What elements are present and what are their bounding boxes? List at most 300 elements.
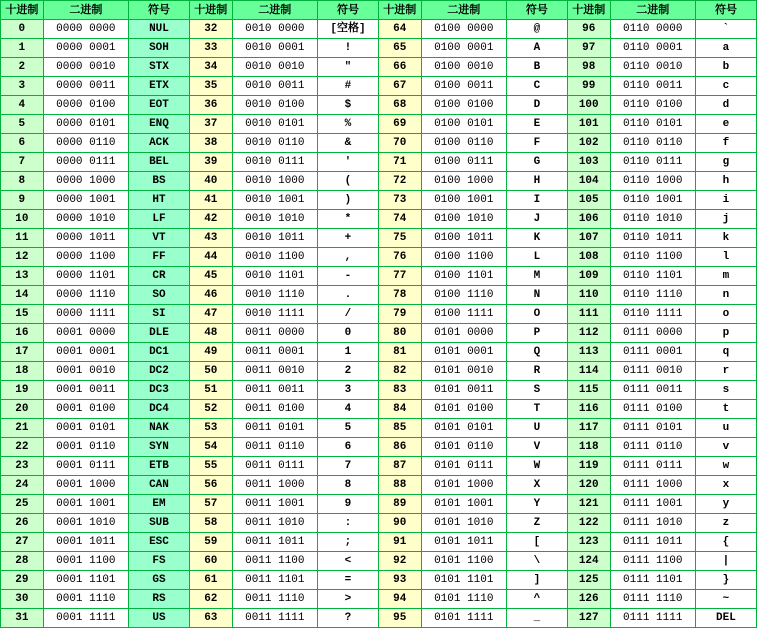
cell-binary-3: 0100 0111	[421, 153, 506, 172]
cell-binary-3: 0100 0100	[421, 96, 506, 115]
cell-decimal-4: 118	[567, 438, 610, 457]
cell-binary-1: 0001 1000	[43, 476, 128, 495]
cell-decimal-3: 85	[378, 419, 421, 438]
cell-binary-1: 0001 1011	[43, 533, 128, 552]
cell-symbol-3: ^	[506, 590, 567, 609]
cell-binary-2: 0010 0011	[232, 77, 317, 96]
cell-binary-4: 0111 0011	[610, 381, 695, 400]
cell-binary-4: 0110 1100	[610, 248, 695, 267]
cell-decimal-1: 24	[1, 476, 44, 495]
cell-symbol-3: Z	[506, 514, 567, 533]
cell-decimal-1: 22	[1, 438, 44, 457]
cell-symbol-1: DC2	[129, 362, 190, 381]
cell-binary-2: 0011 0111	[232, 457, 317, 476]
cell-binary-2: 0011 1101	[232, 571, 317, 590]
cell-decimal-2: 61	[189, 571, 232, 590]
cell-decimal-4: 114	[567, 362, 610, 381]
cell-decimal-4: 102	[567, 134, 610, 153]
cell-binary-3: 0101 0100	[421, 400, 506, 419]
header-row	[1, 1, 757, 20]
cell-symbol-1: DLE	[129, 324, 190, 343]
cell-binary-3: 0100 0110	[421, 134, 506, 153]
cell-binary-4: 0110 1000	[610, 172, 695, 191]
cell-decimal-4: 99	[567, 77, 610, 96]
cell-decimal-4: 110	[567, 286, 610, 305]
table-row	[1, 495, 757, 514]
cell-decimal-3: 80	[378, 324, 421, 343]
cell-decimal-1: 8	[1, 172, 44, 191]
table-row	[1, 58, 757, 77]
cell-binary-2: 0011 0000	[232, 324, 317, 343]
cell-symbol-3: J	[506, 210, 567, 229]
cell-decimal-3: 92	[378, 552, 421, 571]
cell-decimal-2: 56	[189, 476, 232, 495]
cell-symbol-1: DC3	[129, 381, 190, 400]
cell-symbol-1: NAK	[129, 419, 190, 438]
cell-symbol-1: SUB	[129, 514, 190, 533]
cell-decimal-4: 125	[567, 571, 610, 590]
cell-symbol-4: c	[695, 77, 756, 96]
cell-decimal-1: 19	[1, 381, 44, 400]
cell-decimal-4: 109	[567, 267, 610, 286]
cell-symbol-3: W	[506, 457, 567, 476]
cell-symbol-3: C	[506, 77, 567, 96]
cell-binary-3: 0100 1100	[421, 248, 506, 267]
cell-symbol-1: CR	[129, 267, 190, 286]
cell-binary-2: 0011 0010	[232, 362, 317, 381]
cell-symbol-3: H	[506, 172, 567, 191]
cell-symbol-1: BEL	[129, 153, 190, 172]
cell-decimal-4: 116	[567, 400, 610, 419]
cell-symbol-2: $	[317, 96, 378, 115]
cell-decimal-3: 64	[378, 20, 421, 39]
cell-binary-2: 0011 0011	[232, 381, 317, 400]
cell-decimal-3: 81	[378, 343, 421, 362]
cell-binary-4: 0110 1111	[610, 305, 695, 324]
cell-binary-1: 0000 0101	[43, 115, 128, 134]
cell-symbol-4: j	[695, 210, 756, 229]
cell-decimal-2: 59	[189, 533, 232, 552]
cell-binary-2: 0011 0100	[232, 400, 317, 419]
cell-binary-3: 0101 0111	[421, 457, 506, 476]
cell-decimal-2: 43	[189, 229, 232, 248]
cell-decimal-4: 108	[567, 248, 610, 267]
cell-symbol-1: US	[129, 609, 190, 628]
cell-decimal-3: 73	[378, 191, 421, 210]
cell-decimal-1: 0	[1, 20, 44, 39]
cell-binary-3: 0101 1110	[421, 590, 506, 609]
cell-decimal-2: 45	[189, 267, 232, 286]
cell-symbol-1: ESC	[129, 533, 190, 552]
cell-binary-4: 0111 1011	[610, 533, 695, 552]
cell-symbol-2: .	[317, 286, 378, 305]
table-row	[1, 248, 757, 267]
cell-decimal-1: 15	[1, 305, 44, 324]
cell-decimal-3: 66	[378, 58, 421, 77]
cell-binary-4: 0110 0111	[610, 153, 695, 172]
cell-decimal-2: 57	[189, 495, 232, 514]
cell-binary-3: 0101 0011	[421, 381, 506, 400]
cell-binary-2: 0010 1101	[232, 267, 317, 286]
cell-decimal-1: 2	[1, 58, 44, 77]
cell-symbol-2: =	[317, 571, 378, 590]
cell-symbol-1: ENQ	[129, 115, 190, 134]
cell-decimal-3: 68	[378, 96, 421, 115]
cell-symbol-2: ?	[317, 609, 378, 628]
cell-symbol-1: SYN	[129, 438, 190, 457]
cell-decimal-4: 106	[567, 210, 610, 229]
cell-symbol-4: s	[695, 381, 756, 400]
cell-symbol-2: &	[317, 134, 378, 153]
cell-decimal-4: 120	[567, 476, 610, 495]
cell-symbol-4: n	[695, 286, 756, 305]
cell-decimal-1: 9	[1, 191, 44, 210]
cell-binary-3: 0100 1101	[421, 267, 506, 286]
cell-binary-1: 0000 0100	[43, 96, 128, 115]
cell-decimal-3: 83	[378, 381, 421, 400]
cell-symbol-1: FF	[129, 248, 190, 267]
cell-binary-3: 0101 0010	[421, 362, 506, 381]
cell-binary-3: 0100 0010	[421, 58, 506, 77]
cell-binary-3: 0100 1110	[421, 286, 506, 305]
cell-symbol-1: ACK	[129, 134, 190, 153]
column-header-binary-3: 二进制	[421, 1, 506, 20]
cell-decimal-1: 23	[1, 457, 44, 476]
cell-binary-1: 0000 1001	[43, 191, 128, 210]
column-header-binary-1: 二进制	[43, 1, 128, 20]
cell-binary-3: 0101 1010	[421, 514, 506, 533]
cell-decimal-4: 104	[567, 172, 610, 191]
table-row	[1, 96, 757, 115]
cell-symbol-4: f	[695, 134, 756, 153]
cell-decimal-1: 30	[1, 590, 44, 609]
cell-decimal-4: 98	[567, 58, 610, 77]
cell-decimal-4: 97	[567, 39, 610, 58]
cell-binary-1: 0000 1010	[43, 210, 128, 229]
column-header-binary-4: 二进制	[610, 1, 695, 20]
table-row	[1, 438, 757, 457]
cell-symbol-3: V	[506, 438, 567, 457]
cell-binary-2: 0011 1010	[232, 514, 317, 533]
cell-binary-4: 0111 1001	[610, 495, 695, 514]
cell-symbol-2: 2	[317, 362, 378, 381]
cell-binary-1: 0001 0110	[43, 438, 128, 457]
cell-symbol-2: -	[317, 267, 378, 286]
cell-binary-4: 0111 0101	[610, 419, 695, 438]
cell-symbol-1: CAN	[129, 476, 190, 495]
cell-binary-1: 0001 1010	[43, 514, 128, 533]
cell-symbol-3: T	[506, 400, 567, 419]
cell-decimal-3: 70	[378, 134, 421, 153]
cell-binary-3: 0101 0000	[421, 324, 506, 343]
cell-symbol-2: '	[317, 153, 378, 172]
cell-binary-4: 0110 0010	[610, 58, 695, 77]
cell-binary-2: 0010 0000	[232, 20, 317, 39]
cell-symbol-3: M	[506, 267, 567, 286]
column-header-symbol-4: 符号	[695, 1, 756, 20]
cell-binary-4: 0110 0001	[610, 39, 695, 58]
cell-symbol-2: :	[317, 514, 378, 533]
cell-binary-4: 0110 1010	[610, 210, 695, 229]
cell-symbol-4: DEL	[695, 609, 756, 628]
cell-decimal-3: 65	[378, 39, 421, 58]
table-row	[1, 533, 757, 552]
table-row	[1, 590, 757, 609]
cell-decimal-2: 36	[189, 96, 232, 115]
cell-symbol-2: <	[317, 552, 378, 571]
cell-binary-4: 0111 0111	[610, 457, 695, 476]
cell-binary-2: 0010 0110	[232, 134, 317, 153]
cell-binary-4: 0111 0100	[610, 400, 695, 419]
cell-symbol-1: SOH	[129, 39, 190, 58]
cell-decimal-2: 55	[189, 457, 232, 476]
cell-symbol-4: ~	[695, 590, 756, 609]
cell-binary-1: 0000 0001	[43, 39, 128, 58]
cell-symbol-1: GS	[129, 571, 190, 590]
cell-symbol-2: >	[317, 590, 378, 609]
cell-symbol-1: RS	[129, 590, 190, 609]
cell-symbol-4: g	[695, 153, 756, 172]
cell-binary-2: 0010 1011	[232, 229, 317, 248]
cell-binary-3: 0100 0001	[421, 39, 506, 58]
cell-decimal-4: 119	[567, 457, 610, 476]
cell-decimal-4: 117	[567, 419, 610, 438]
cell-symbol-1: FS	[129, 552, 190, 571]
table-row	[1, 381, 757, 400]
cell-binary-2: 0010 1100	[232, 248, 317, 267]
cell-decimal-2: 54	[189, 438, 232, 457]
cell-binary-4: 0110 0000	[610, 20, 695, 39]
cell-binary-3: 0101 1111	[421, 609, 506, 628]
cell-symbol-1: STX	[129, 58, 190, 77]
cell-binary-4: 0110 0100	[610, 96, 695, 115]
cell-binary-1: 0000 0110	[43, 134, 128, 153]
cell-symbol-1: NUL	[129, 20, 190, 39]
cell-decimal-4: 123	[567, 533, 610, 552]
cell-symbol-2: !	[317, 39, 378, 58]
cell-symbol-1: SI	[129, 305, 190, 324]
cell-decimal-4: 122	[567, 514, 610, 533]
cell-binary-2: 0010 0100	[232, 96, 317, 115]
table-row	[1, 476, 757, 495]
cell-symbol-3: G	[506, 153, 567, 172]
table-row	[1, 134, 757, 153]
cell-decimal-3: 74	[378, 210, 421, 229]
cell-binary-2: 0011 0110	[232, 438, 317, 457]
cell-decimal-1: 14	[1, 286, 44, 305]
cell-symbol-2: +	[317, 229, 378, 248]
cell-decimal-3: 95	[378, 609, 421, 628]
cell-symbol-2: ,	[317, 248, 378, 267]
cell-binary-1: 0000 0111	[43, 153, 128, 172]
table-row	[1, 210, 757, 229]
cell-binary-4: 0110 1001	[610, 191, 695, 210]
cell-decimal-4: 96	[567, 20, 610, 39]
cell-symbol-1: DC1	[129, 343, 190, 362]
cell-symbol-1: EM	[129, 495, 190, 514]
cell-symbol-3: N	[506, 286, 567, 305]
cell-binary-1: 0001 1110	[43, 590, 128, 609]
cell-binary-2: 0010 1000	[232, 172, 317, 191]
cell-binary-3: 0100 0101	[421, 115, 506, 134]
cell-decimal-4: 124	[567, 552, 610, 571]
cell-binary-3: 0100 1010	[421, 210, 506, 229]
cell-binary-4: 0110 0110	[610, 134, 695, 153]
cell-symbol-3: L	[506, 248, 567, 267]
cell-binary-3: 0101 1011	[421, 533, 506, 552]
cell-binary-1: 0001 0001	[43, 343, 128, 362]
table-row	[1, 305, 757, 324]
cell-symbol-4: w	[695, 457, 756, 476]
cell-decimal-1: 25	[1, 495, 44, 514]
cell-binary-2: 0011 1011	[232, 533, 317, 552]
cell-binary-2: 0011 1000	[232, 476, 317, 495]
cell-symbol-4: m	[695, 267, 756, 286]
cell-decimal-1: 10	[1, 210, 44, 229]
cell-symbol-4: d	[695, 96, 756, 115]
cell-decimal-2: 44	[189, 248, 232, 267]
table-row	[1, 362, 757, 381]
table-row	[1, 457, 757, 476]
cell-binary-4: 0111 1100	[610, 552, 695, 571]
cell-decimal-3: 86	[378, 438, 421, 457]
cell-decimal-1: 11	[1, 229, 44, 248]
table-body	[1, 20, 757, 628]
column-header-binary-2: 二进制	[232, 1, 317, 20]
cell-symbol-2: %	[317, 115, 378, 134]
cell-binary-3: 0101 1000	[421, 476, 506, 495]
cell-binary-1: 0001 0000	[43, 324, 128, 343]
cell-binary-4: 0111 0001	[610, 343, 695, 362]
cell-binary-3: 0100 0000	[421, 20, 506, 39]
cell-symbol-2: #	[317, 77, 378, 96]
cell-binary-4: 0111 0010	[610, 362, 695, 381]
cell-symbol-4: r	[695, 362, 756, 381]
cell-binary-3: 0101 1100	[421, 552, 506, 571]
cell-symbol-4: t	[695, 400, 756, 419]
cell-binary-1: 0001 1001	[43, 495, 128, 514]
cell-symbol-4: h	[695, 172, 756, 191]
cell-symbol-4: i	[695, 191, 756, 210]
table-row	[1, 514, 757, 533]
cell-symbol-3: E	[506, 115, 567, 134]
cell-symbol-3: O	[506, 305, 567, 324]
table-row	[1, 229, 757, 248]
table-row	[1, 153, 757, 172]
cell-symbol-4: q	[695, 343, 756, 362]
column-header-decimal-3: 十进制	[378, 1, 421, 20]
cell-binary-1: 0000 1101	[43, 267, 128, 286]
cell-decimal-3: 69	[378, 115, 421, 134]
cell-decimal-2: 48	[189, 324, 232, 343]
cell-decimal-2: 53	[189, 419, 232, 438]
table-row	[1, 172, 757, 191]
cell-symbol-3: I	[506, 191, 567, 210]
cell-binary-3: 0101 1001	[421, 495, 506, 514]
cell-symbol-1: VT	[129, 229, 190, 248]
table-row	[1, 267, 757, 286]
cell-decimal-4: 115	[567, 381, 610, 400]
cell-binary-1: 0001 1101	[43, 571, 128, 590]
table-row	[1, 286, 757, 305]
cell-decimal-3: 94	[378, 590, 421, 609]
table-row	[1, 115, 757, 134]
cell-binary-4: 0111 1110	[610, 590, 695, 609]
table-row	[1, 552, 757, 571]
cell-binary-3: 0100 1011	[421, 229, 506, 248]
cell-binary-3: 0100 1001	[421, 191, 506, 210]
cell-symbol-4: o	[695, 305, 756, 324]
cell-decimal-3: 72	[378, 172, 421, 191]
cell-decimal-1: 17	[1, 343, 44, 362]
cell-binary-4: 0111 1000	[610, 476, 695, 495]
cell-symbol-3: F	[506, 134, 567, 153]
cell-binary-1: 0001 0011	[43, 381, 128, 400]
cell-binary-2: 0011 1100	[232, 552, 317, 571]
cell-decimal-1: 28	[1, 552, 44, 571]
column-header-symbol-1: 符号	[129, 1, 190, 20]
cell-decimal-4: 107	[567, 229, 610, 248]
cell-decimal-2: 62	[189, 590, 232, 609]
cell-symbol-2: 4	[317, 400, 378, 419]
cell-decimal-2: 33	[189, 39, 232, 58]
cell-symbol-4: p	[695, 324, 756, 343]
cell-decimal-4: 100	[567, 96, 610, 115]
cell-symbol-2: *	[317, 210, 378, 229]
cell-binary-2: 0010 0001	[232, 39, 317, 58]
cell-decimal-1: 7	[1, 153, 44, 172]
cell-decimal-2: 41	[189, 191, 232, 210]
cell-symbol-3: _	[506, 609, 567, 628]
cell-decimal-2: 63	[189, 609, 232, 628]
cell-binary-4: 0110 1011	[610, 229, 695, 248]
column-header-symbol-3: 符号	[506, 1, 567, 20]
cell-decimal-2: 32	[189, 20, 232, 39]
cell-symbol-3: A	[506, 39, 567, 58]
cell-decimal-2: 50	[189, 362, 232, 381]
cell-symbol-1: BS	[129, 172, 190, 191]
cell-binary-1: 0000 0011	[43, 77, 128, 96]
cell-symbol-1: HT	[129, 191, 190, 210]
table-row	[1, 571, 757, 590]
table-row	[1, 77, 757, 96]
cell-symbol-4: a	[695, 39, 756, 58]
cell-decimal-2: 60	[189, 552, 232, 571]
cell-symbol-4: |	[695, 552, 756, 571]
cell-decimal-3: 71	[378, 153, 421, 172]
cell-symbol-2: 7	[317, 457, 378, 476]
cell-symbol-2: 9	[317, 495, 378, 514]
cell-symbol-4: v	[695, 438, 756, 457]
cell-binary-1: 0000 1000	[43, 172, 128, 191]
cell-symbol-3: [	[506, 533, 567, 552]
cell-binary-4: 0111 0000	[610, 324, 695, 343]
cell-decimal-2: 38	[189, 134, 232, 153]
cell-symbol-3: D	[506, 96, 567, 115]
cell-decimal-2: 52	[189, 400, 232, 419]
cell-symbol-4: }	[695, 571, 756, 590]
cell-binary-4: 0111 1010	[610, 514, 695, 533]
cell-symbol-1: LF	[129, 210, 190, 229]
cell-decimal-3: 88	[378, 476, 421, 495]
table-row	[1, 39, 757, 58]
cell-symbol-3: Q	[506, 343, 567, 362]
cell-binary-3: 0101 0001	[421, 343, 506, 362]
cell-binary-1: 0001 1111	[43, 609, 128, 628]
cell-symbol-3: S	[506, 381, 567, 400]
cell-symbol-3: U	[506, 419, 567, 438]
cell-symbol-3: K	[506, 229, 567, 248]
